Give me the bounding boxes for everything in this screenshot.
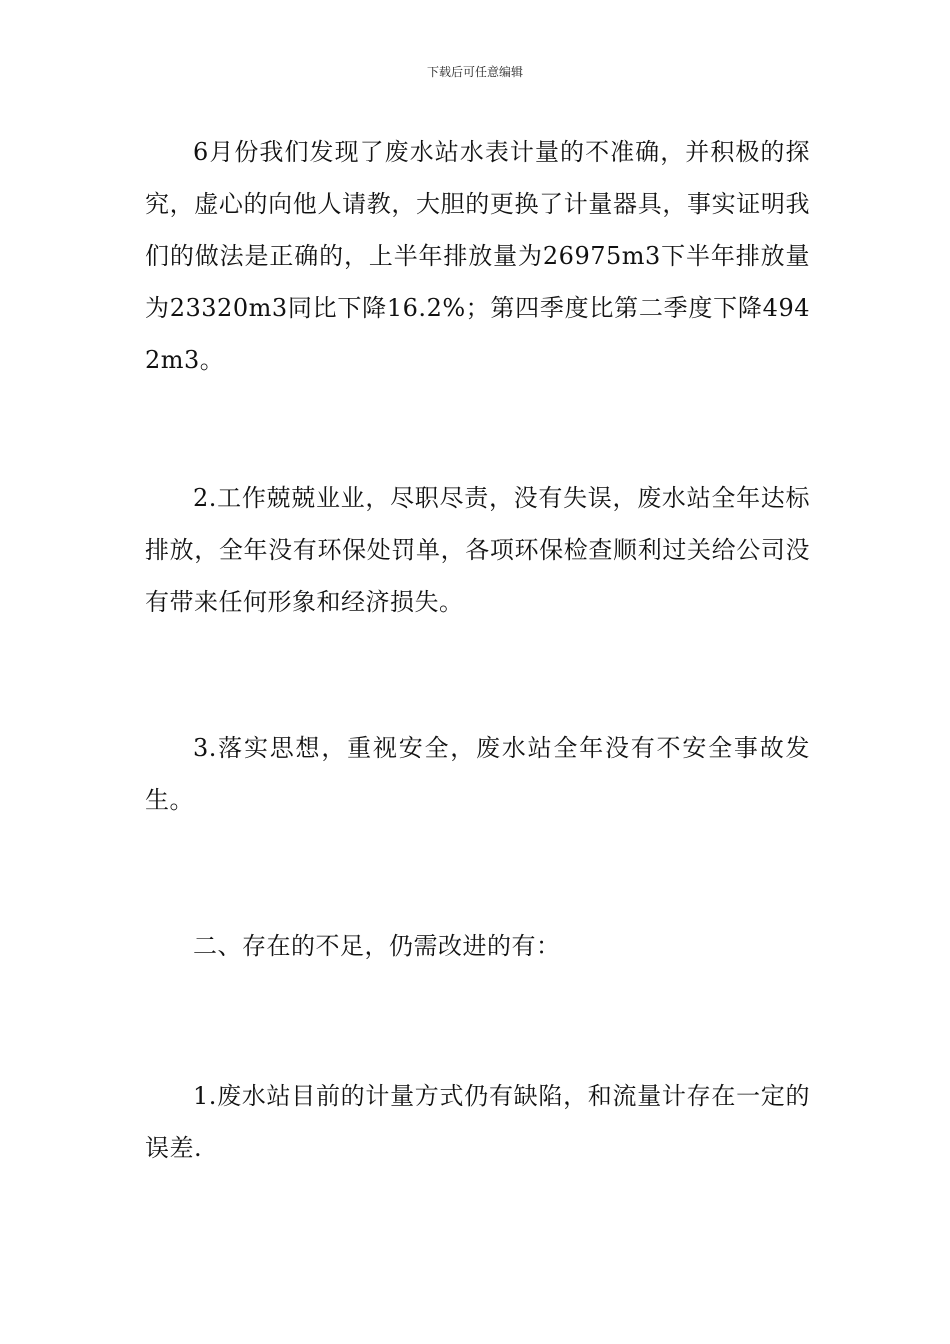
section-heading-shortcomings: 二、存在的不足，仍需改进的有： <box>193 932 561 960</box>
paragraph-item-2: 2.工作兢兢业业，尽职尽责，没有失误，废水站全年达标排放，全年没有环保处罚单，各项环保检查顺利过关给公司没有带来任何形象和经济损失。 <box>145 484 810 616</box>
paragraph-discharge-measurement: 6月份我们发现了废水站水表计量的不准确，并积极的探究，虚心的向他人请教，大胆的更换了计量器具，事实证明我们的做法是正确的，上半年排放量为26975m3下半年排放量为23320m3同比下降16.2%；第四季度比第二季度下降4942m3。 <box>145 138 810 374</box>
header-note: 下载后可任意编辑 <box>426 65 523 79</box>
paragraph-shortcoming-1: 1.废水站目前的计量方式仍有缺陷，和流量计存在一定的误差. <box>145 1082 810 1162</box>
paragraph-item-3: 3.落实思想，重视安全，废水站全年没有不安全事故发生。 <box>145 734 810 814</box>
